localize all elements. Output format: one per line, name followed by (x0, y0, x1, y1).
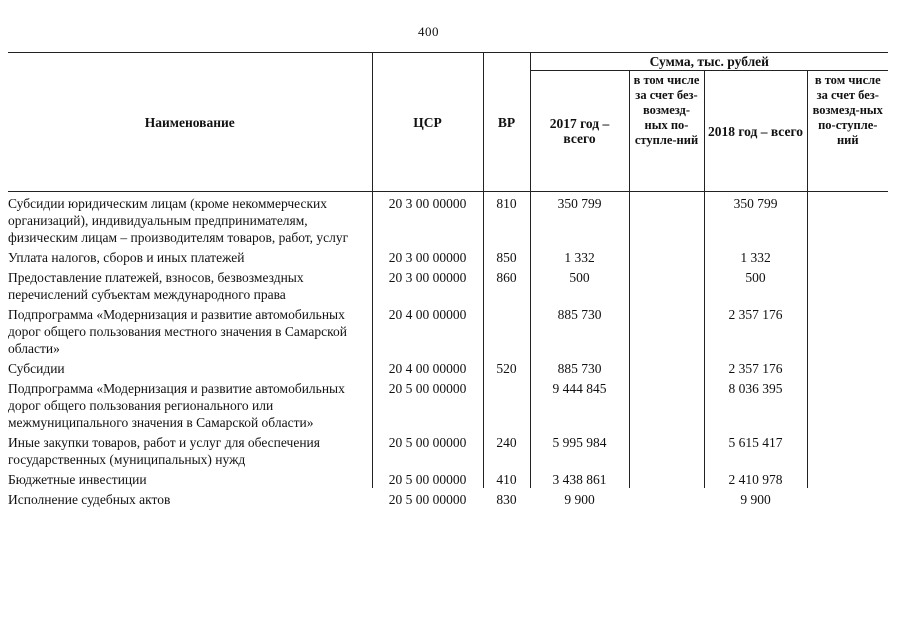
table-body (8, 192, 888, 509)
row-2018-grants (807, 246, 888, 266)
row-csr: 20 5 00 00000 (372, 468, 483, 488)
header-2017-total: 2017 год – всего (530, 71, 629, 192)
row-csr: 20 4 00 00000 (372, 303, 483, 357)
row-csr: 20 3 00 00000 (372, 266, 483, 303)
row-vr: 830 (496, 492, 517, 507)
table-header (8, 53, 888, 192)
table-row (8, 377, 888, 431)
row-2018-total: 500 (704, 266, 807, 303)
row-vr: 240 (483, 431, 530, 468)
row-2018-total: 5 615 417 (704, 431, 807, 468)
table-row (8, 266, 888, 303)
row-name: Субсидии юридическим лицам (кроме некоммерческих организаций), индивидуальным предпринимателям, физическим лицам – производителям товаров, работ, услуг (8, 192, 372, 247)
row-2018-grants (807, 431, 888, 468)
row-2018-grants (807, 357, 888, 377)
row-2018-total: 2 357 176 (704, 303, 807, 357)
table-row (8, 246, 888, 266)
row-vr: 520 (483, 357, 530, 377)
header-csr: ЦСР (372, 53, 483, 192)
row-vr: 410 (483, 468, 530, 488)
row-csr: 20 5 00 00000 (388, 492, 467, 507)
header-2017-grants: в том числе за счет без-возмезд-ных по-ступле-ний (629, 71, 704, 192)
row-2017-total: 885 730 (530, 357, 629, 377)
row-2017-grants (629, 431, 704, 468)
row-vr: 860 (483, 266, 530, 303)
row-2017-total: 9 900 (564, 492, 595, 507)
header-name: Наименование (8, 53, 372, 192)
row-csr: 20 5 00 00000 (372, 377, 483, 431)
row-vr: 810 (483, 192, 530, 247)
row-2017-total: 5 995 984 (530, 431, 629, 468)
row-2018-total: 2 410 978 (704, 468, 807, 488)
row-name: Подпрограмма «Модернизация и развитие автомобильных дорог общего пользования местного значения в Самарской области» (8, 303, 372, 357)
row-name: Предоставление платежей, взносов, безвозмездных перечислений субъектам международного права (8, 266, 372, 303)
row-2017-grants (629, 303, 704, 357)
row-2018-total: 350 799 (704, 192, 807, 247)
table-row (8, 192, 888, 247)
row-2017-grants (629, 468, 704, 488)
header-2018-grants: в том числе за счет без-возмезд-ных по-ступле-ний (807, 71, 888, 192)
row-vr: 850 (483, 246, 530, 266)
row-csr: 20 3 00 00000 (372, 192, 483, 247)
row-2018-grants (807, 266, 888, 303)
row-name: Исполнение судебных актов (8, 492, 171, 507)
row-2017-grants (629, 246, 704, 266)
row-2017-total: 1 332 (530, 246, 629, 266)
row-name: Бюджетные инвестиции (8, 468, 372, 488)
row-2018-total: 2 357 176 (704, 357, 807, 377)
row-name: Иные закупки товаров, работ и услуг для обеспечения государственных (муниципальных) нужд (8, 431, 372, 468)
row-name: Уплата налогов, сборов и иных платежей (8, 246, 372, 266)
row-2018-grants (807, 303, 888, 357)
header-vr: ВР (483, 53, 530, 192)
row-vr (483, 303, 530, 357)
row-csr: 20 3 00 00000 (372, 246, 483, 266)
budget-table (8, 52, 888, 508)
row-2017-grants (629, 192, 704, 247)
header-2018-total: 2018 год – всего (704, 71, 807, 192)
row-2018-grants (807, 192, 888, 247)
table-row (8, 431, 888, 468)
row-2018-grants (807, 468, 888, 488)
row-2018-total: 8 036 395 (704, 377, 807, 431)
row-csr: 20 4 00 00000 (372, 357, 483, 377)
row-2017-grants (629, 377, 704, 431)
row-2017-grants (629, 488, 704, 508)
row-name: Подпрограмма «Модернизация и развитие автомобильных дорог общего пользования регионального или межмуниципального значения в Самарской области» (8, 377, 372, 431)
table-row (8, 468, 888, 488)
table-row (8, 303, 888, 357)
row-2018-grants (807, 488, 888, 508)
row-csr: 20 5 00 00000 (372, 431, 483, 468)
row-2018-total: 1 332 (704, 246, 807, 266)
table-row (8, 488, 888, 508)
row-2018-grants (807, 377, 888, 431)
row-2018-total: 9 900 (740, 492, 771, 507)
row-2017-grants (629, 357, 704, 377)
row-name: Субсидии (8, 357, 372, 377)
header-sum-group: Сумма, тыс. рублей (530, 53, 888, 71)
row-2017-total: 885 730 (530, 303, 629, 357)
row-2017-total: 9 444 845 (530, 377, 629, 431)
row-2017-total: 3 438 861 (530, 468, 629, 488)
table-row (8, 357, 888, 377)
row-2017-total: 350 799 (530, 192, 629, 247)
row-2017-total: 500 (530, 266, 629, 303)
row-2017-grants (629, 266, 704, 303)
row-vr (483, 377, 530, 431)
page-number: 400 (418, 24, 439, 39)
